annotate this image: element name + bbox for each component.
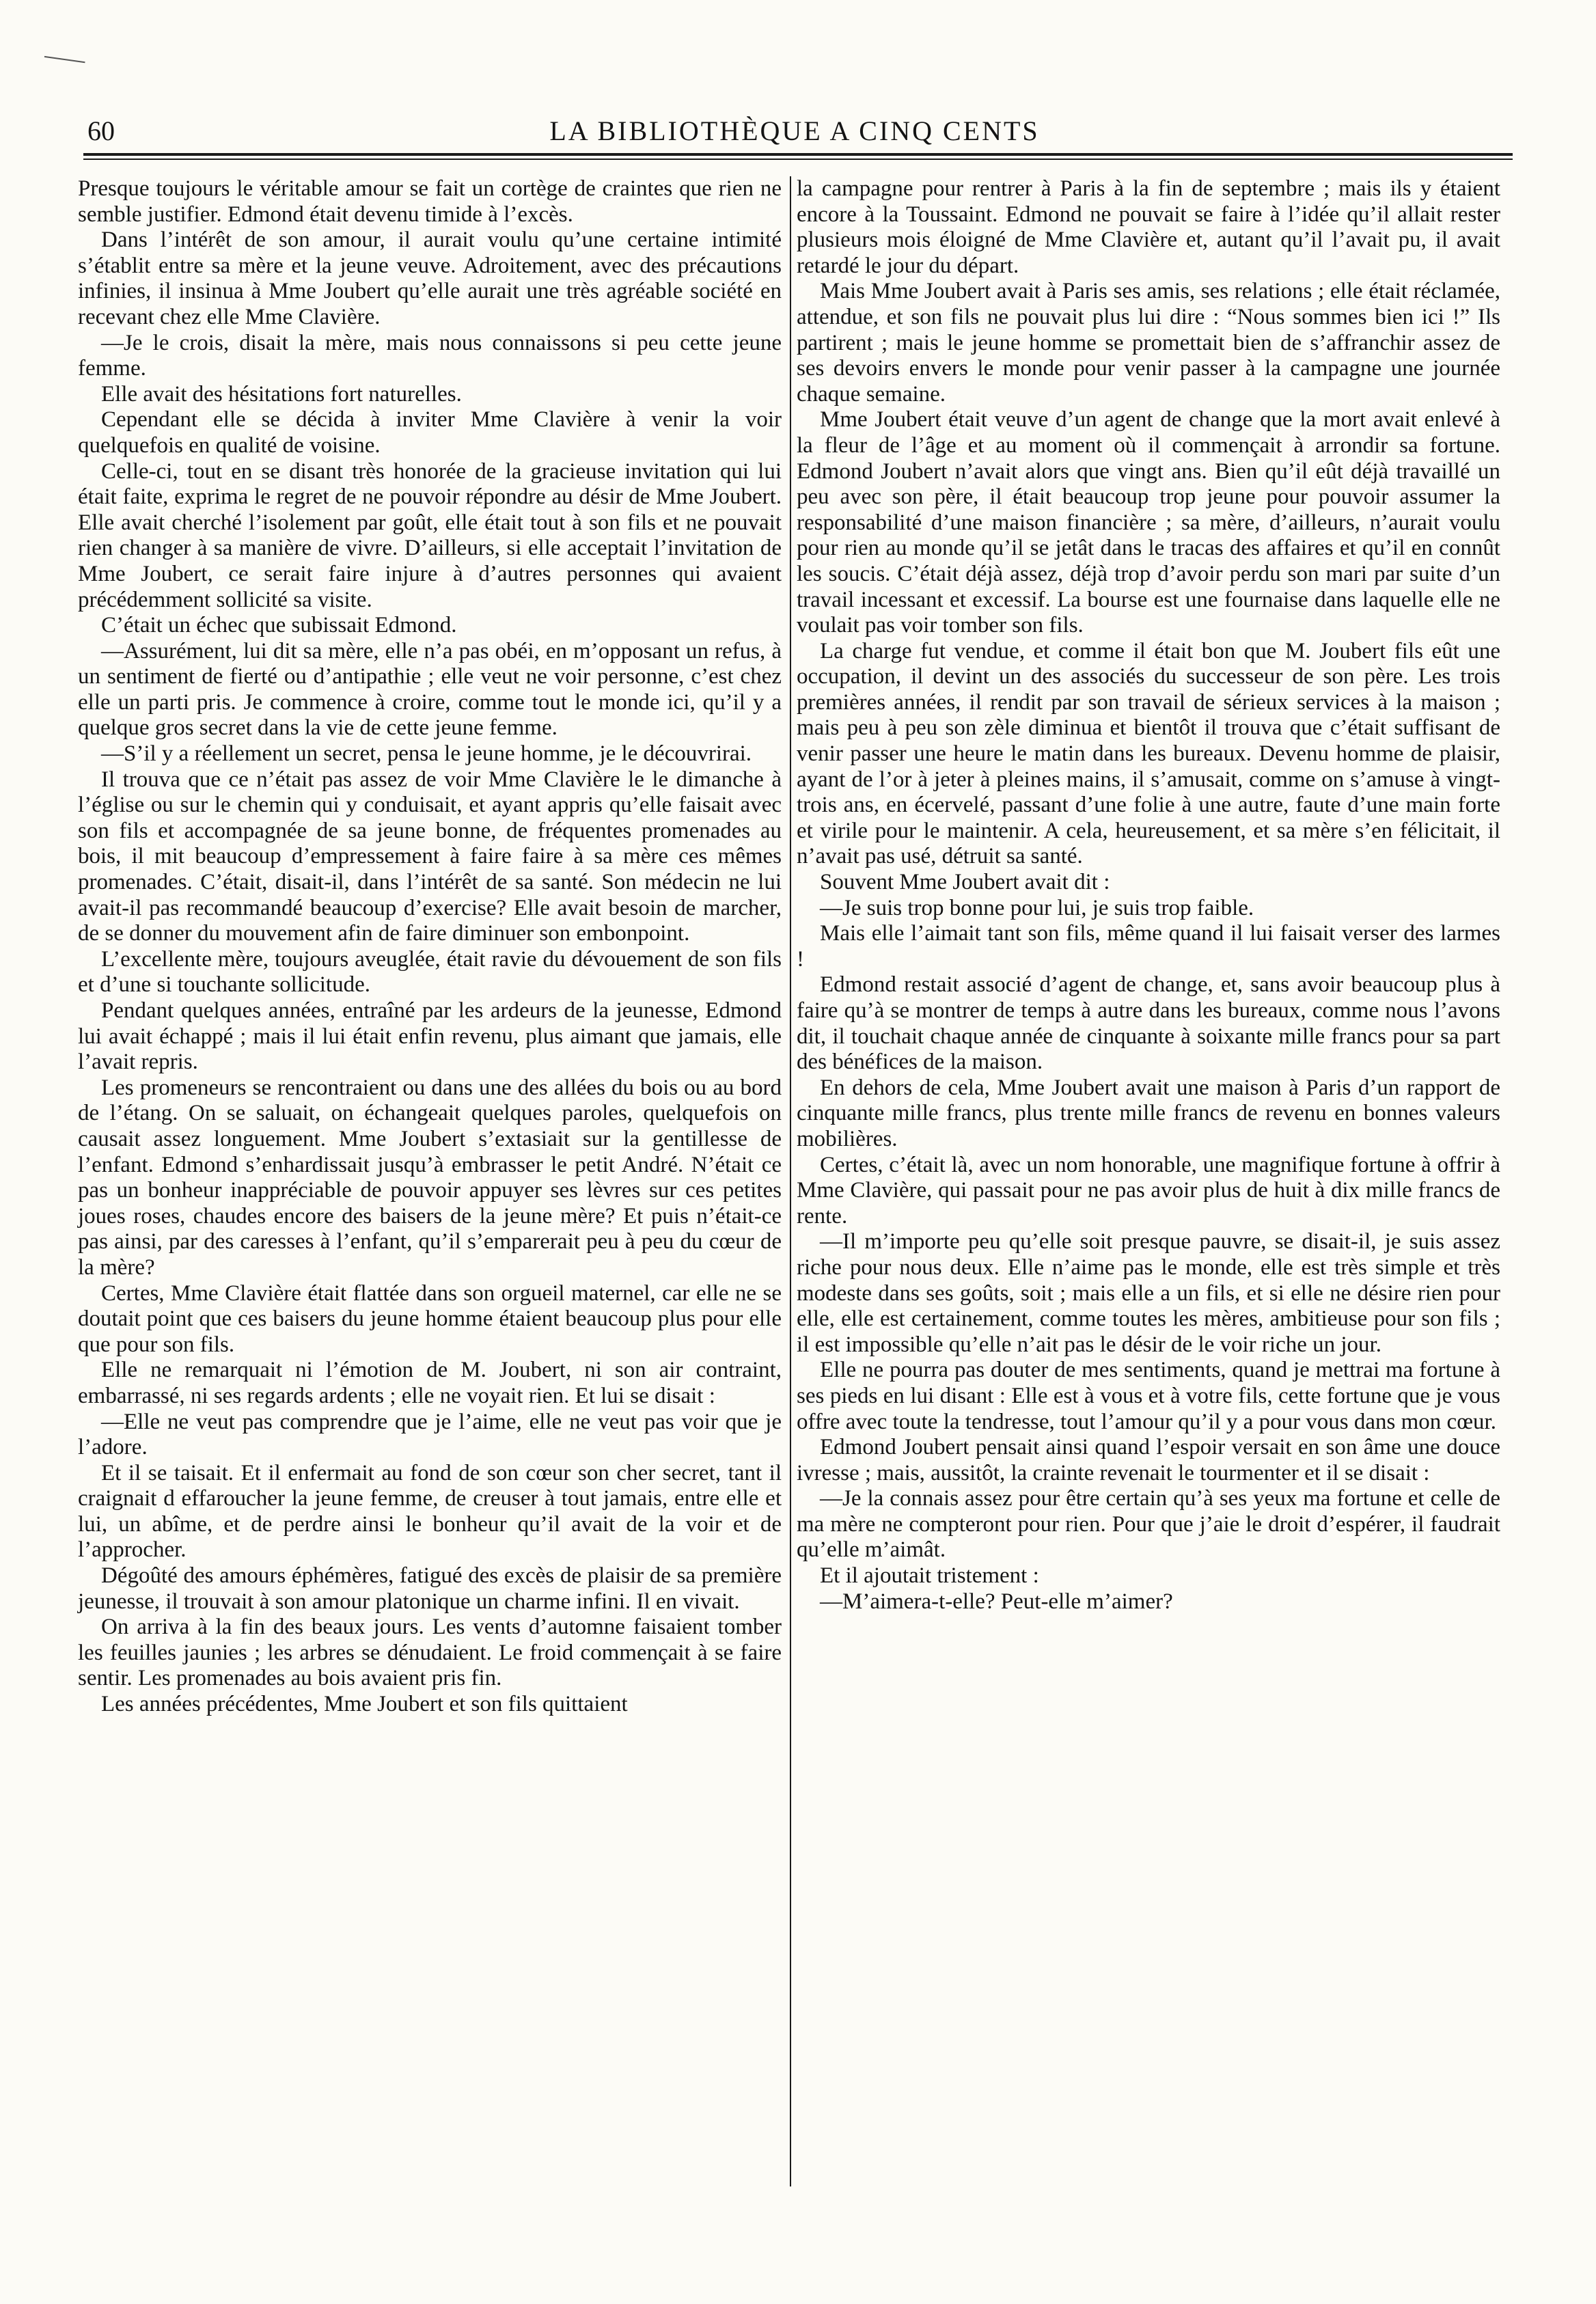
column-divider [790, 176, 791, 2186]
paragraph: —Assurément, lui dit sa mère, elle n’a pas obéi, en m’opposant un refus, à un sentiment de fierté ou d’antipathie ; elle veut ne voir personne, c’est chez elle un parti pris. Je commence à croire, comme tout le monde ici, qu’il y a quelque gros secret dans la vie de cette jeune femme. [78, 638, 782, 741]
paragraph: —Je la connais assez pour être certain qu’à ses yeux ma fortune et celle de ma mère ne compteront pour rien. Pour que j’aie le droit d’espérer, il faudrait qu’elle m’aimât. [797, 1486, 1500, 1563]
paragraph: Dans l’intérêt de son amour, il aurait voulu qu’une certaine intimité s’établit entre sa mère et la jeune veuve. Adroitement, avec des précautions infinies, il insinua à Mme Joubert qu’elle aurait une très agréable société en recevant chez elle Mme Clavière. [78, 228, 782, 329]
paragraph: C’était un échec que subissait Edmond. [101, 613, 457, 638]
paragraph: Souvent Mme Joubert avait dit : [820, 870, 1110, 895]
paragraph: Et il ajoutait tristement : [820, 1563, 1039, 1589]
stray-scan-mark [43, 56, 85, 70]
paragraph: La charge fut vendue, et comme il était bon que M. Joubert fils eût une occupation, il devint un des associés du successeur de son père. Les trois premières années, il rendit par son travail de sérieux services à la maison ; mais peu à peu son zèle diminua et bientôt il trouva que c’était suffisant de venir passer une heure le matin dans les bureaux. Devenu homme de plaisir, ayant de l’or à jeter à pleines mains, il s’amusait, comme on s’amuse à vingt-trois ans, en écervelé, passant d’une folie à une autre, faute d’une main forte et virile pour le maintenir. A cela, heureusement, et sa mère s’en félicitait, il n’avait pas usé, détruit sa santé. [797, 638, 1500, 869]
page-header [87, 115, 1502, 148]
paragraph: Les promeneurs se rencontraient ou dans une des allées du bois ou au bord de l’étang. On se saluait, on échangeait quelques paroles, quelquefois on causait assez longuement. Mme Joubert s’extasiait sur la gentillesse de l’enfant. Edmond s’enhardissait jusqu’à embrasser le petit André. N’était ce pas un bonheur inappréciable de pouvoir appuyer ses lèvres sur ces petites joues roses, chaudes encore des baisers de la jeune mère? Et puis n’était-ce pas ainsi, par des caresses à l’enfant, qu’il s’emparerait peu à peu du cœur de la mère? [78, 1075, 782, 1280]
left-column [78, 176, 782, 1718]
paragraph: —M’aimera-t-elle? Peut-elle m’aimer? [820, 1589, 1173, 1614]
paragraph: Les années précédentes, Mme Joubert et son fils quittaient [101, 1692, 628, 1717]
running-title: LA BIBLIOTHÈQUE A CINQ CENTS [549, 115, 1040, 146]
header-rule [83, 153, 1513, 156]
paragraph: Presque toujours le véritable amour se fait un cortège de craintes que rien ne semble justifier. Edmond était devenu timide à l’excès. [78, 176, 782, 227]
paragraph: Certes, c’était là, avec un nom honorable, une magnifique fortune à offrir à Mme Clavière, qui passait pour ne pas avoir plus de huit à dix mille francs de rente. [797, 1152, 1500, 1229]
page-number: 60 [87, 115, 115, 146]
paragraph: L’excellente mère, toujours aveuglée, était ravie du dévouement de son fils et d’une si touchante sollicitude. [78, 946, 782, 998]
paragraph: Elle ne pourra pas douter de mes sentiments, quand je mettrai ma fortune à ses pieds en lui disant : Elle est à vous et à votre fils, cette fortune que je vous offre avec toute la tendresse, tout l’amour qu’il y a pour vous dans mon cœur. [797, 1358, 1500, 1434]
paragraph: Elle ne remarquait ni l’émotion de M. Joubert, ni son air contraint, embarrassé, ni ses regards ardents ; elle ne voyait rien. Et lui se disait : [78, 1358, 782, 1408]
paragraph: Et il se taisait. Et il enfermait au fond de son cœur son cher secret, tant il craignait d effaroucher la jeune femme, de creuser à tout jamais, entre elle et lui, un abîme, et de perdre ainsi le bonheur qu’il avait de la voir et de l’approcher. [78, 1460, 782, 1563]
paragraph: —Il m’importe peu qu’elle soit presque pauvre, se disait-il, je suis assez riche pour nous deux. Elle n’aime pas le monde, elle est très simple et très modeste dans ses goûts, soit ; mais elle a un fils, et si elle ne désire rien pour elle, elle est certainement, comme toutes les mères, ambitieuse pour son fils ; il est impossible qu’elle n’ait pas le désir de le voir riche un jour. [797, 1229, 1500, 1357]
paragraph: Dégoûté des amours éphémères, fatigué des excès de plaisir de sa première jeunesse, il trouvait à son amour platonique un charme infini. Il en vivait. [78, 1563, 782, 1614]
paragraph: Mme Joubert était veuve d’un agent de change que la mort avait enlevé à la fleur de l’âge et au moment où il commençait à arrondir sa fortune. Edmond Joubert n’avait alors que vingt ans. Bien qu’il eût déjà travaillé un peu avec son père, il était beaucoup trop jeune pour pouvoir assumer la responsabilité d’une maison financière ; sa mère, d’ailleurs, n’aurait voulu pour rien au monde qu’il se jetât dans le tracas des affaires et qu’il en connût les soucis. C’était déjà assez, déjà trop d’avoir perdu son mari par suite d’un travail incessant et excessif. La bourse est une fournaise dans laquelle elle ne voulait pas voir tomber son fils. [797, 407, 1500, 638]
paragraph: —Je le crois, disait la mère, mais nous connaissons si peu cette jeune femme. [78, 330, 782, 381]
paragraph: Mais elle l’aimait tant son fils, même quand il lui faisait verser des larmes ! [797, 921, 1500, 972]
paragraph: —Elle ne veut pas comprendre que je l’aime, elle ne veut pas voir que je l’adore. [78, 1409, 782, 1460]
paragraph: Pendant quelques années, entraîné par les ardeurs de la jeunesse, Edmond lui avait échappé ; mais il lui était enfin revenu, plus aimant que jamais, elle l’avait repris. [78, 998, 782, 1075]
right-column [797, 176, 1500, 1615]
paragraph: Edmond Joubert pensait ainsi quand l’espoir versait en son âme une douce ivresse ; mais, aussitôt, la crainte revenait le tourmenter et il se disait : [797, 1435, 1500, 1485]
paragraph: Il trouva que ce n’était pas assez de voir Mme Clavière le le dimanche à l’église ou sur le chemin qui y conduisait, et ayant appris qu’elle faisait avec son fils et accompagnée de sa jeune bonne, de fréquentes promenades au bois, il mit beaucoup d’empressement à faire faire à sa mère ces mêmes promenades. C’était, disait-il, dans l’intérêt de sa santé. Son médecin ne lui avait-il pas recommandé beaucoup d’exercise? Elle avait besoin de marcher, de se donner du mouvement afin de faire diminuer son embonpoint. [78, 767, 782, 946]
paragraph: —S’il y a réellement un secret, pensa le jeune homme, je le découvrirai. [101, 741, 752, 767]
paragraph: la campagne pour rentrer à Paris à la fin de septembre ; mais ils y étaient encore à la Toussaint. Edmond ne pouvait se faire à l’idée qu’il allait rester plusieurs mois éloigné de Mme Clavière et, autant qu’il l’avait pu, il avait retardé le jour du départ. [797, 176, 1500, 278]
paragraph: On arriva à la fin des beaux jours. Les vents d’automne faisaient tomber les feuilles jaunies ; les arbres se dénudaient. Le froid commençait à se faire sentir. Les promenades au bois avaient pris fin. [78, 1615, 782, 1691]
paragraph: Mais Mme Joubert avait à Paris ses amis, ses relations ; elle était réclamée, attendue, et son fils ne pouvait plus lui dire : “Nous sommes bien ici !” Ils partirent ; mais le jeune homme se promettait bien de s’affranchir assez de ses devoirs envers le monde pour venir passer à la campagne une journée chaque semaine. [797, 279, 1500, 407]
header-rule-thin [83, 159, 1513, 160]
paragraph: Certes, Mme Clavière était flattée dans son orgueil maternel, car elle ne se doutait point que ces baisers du jeune homme étaient beaucoup plus pour elle que pour son fils. [78, 1280, 782, 1357]
paragraph: Celle-ci, tout en se disant très honorée de la gracieuse invitation qui lui était faite, exprima le regret de ne pouvoir répondre au désir de Mme Joubert. Elle avait cherché l’isolement par goût, elle était tout à son fils et ne pouvait rien changer à sa manière de vivre. D’ailleurs, si elle acceptait l’invitation de Mme Joubert, ce serait faire injure à d’autres personnes qui avaient précédemment sollicité sa visite. [78, 458, 782, 612]
paragraph: Cependant elle se décida à inviter Mme Clavière à venir la voir quelquefois en qualité de voisine. [78, 407, 782, 458]
paragraph: En dehors de cela, Mme Joubert avait une maison à Paris d’un rapport de cinquante mille francs, plus trente mille francs de revenu en bonnes valeurs mobilières. [797, 1075, 1500, 1151]
paragraph: Edmond restait associé d’agent de change, et, sans avoir beaucoup plus à faire qu’à se montrer de temps à autre dans les bureaux, comme nous l’avons dit, il touchait chaque année de cinquante à soixante mille francs pour sa part des bénéfices de la maison. [797, 972, 1500, 1075]
paragraph: —Je suis trop bonne pour lui, je suis trop faible. [820, 895, 1254, 920]
paragraph: Elle avait des hésitations fort naturelles. [101, 381, 462, 407]
